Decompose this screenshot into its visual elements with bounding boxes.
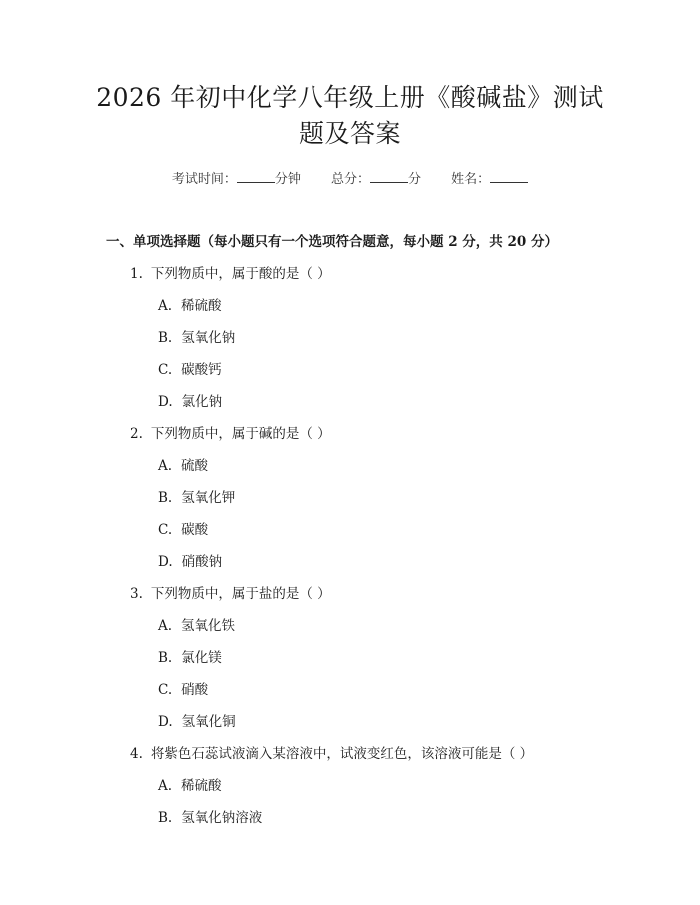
option-text: 氢氧化钠 <box>181 330 236 346</box>
option-text: 碳酸 <box>181 522 209 538</box>
total-score-blank <box>370 171 408 183</box>
title-line-1: 2026 年初中化学八年级上册《酸碱盐》测试 <box>96 83 604 112</box>
option-text: 氯化钠 <box>181 394 223 410</box>
option-text: 硫酸 <box>181 458 209 474</box>
question-number: 4. <box>130 746 143 762</box>
question-4 <box>130 742 533 762</box>
option-2c <box>158 518 208 538</box>
option-letter: A. <box>158 458 173 474</box>
student-name-label: 姓名： <box>451 172 491 187</box>
option-1b <box>158 326 235 346</box>
question-text: 将紫色石蕊试液滴入某溶液中，试液变红色，该溶液可能是（ ） <box>150 746 534 762</box>
section-heading: 一、单项选择题（每小题只有一个选项符合题意，每小题 2 分，共 20 分） <box>106 234 558 250</box>
student-name <box>451 172 528 187</box>
option-1a <box>158 294 222 314</box>
option-letter: A. <box>158 298 173 314</box>
exam-time <box>172 172 301 187</box>
option-text: 硝酸钠 <box>181 554 223 570</box>
question-2 <box>130 422 331 442</box>
option-letter: D. <box>158 714 173 730</box>
option-text: 碳酸钙 <box>181 362 222 378</box>
total-score <box>331 172 421 187</box>
total-score-unit: 分 <box>408 172 422 187</box>
option-3c <box>158 678 208 698</box>
question-number: 1. <box>130 266 143 282</box>
option-letter: D. <box>158 394 173 410</box>
option-text: 氢氧化钠溶液 <box>181 810 263 826</box>
total-score-label: 总分： <box>330 172 370 187</box>
option-text: 硝酸 <box>181 682 209 698</box>
option-letter: D. <box>158 554 173 570</box>
option-2d <box>158 550 222 570</box>
question-number: 2. <box>130 426 143 442</box>
question-1 <box>130 262 331 282</box>
option-letter: B. <box>158 810 173 826</box>
option-4b <box>158 806 262 826</box>
option-4a <box>158 774 222 794</box>
option-1d <box>158 390 222 410</box>
exam-time-label: 考试时间： <box>171 172 237 187</box>
exam-time-blank <box>237 171 275 183</box>
option-3b <box>158 646 222 666</box>
option-letter: C. <box>158 682 173 698</box>
option-letter: C. <box>158 522 173 538</box>
option-letter: B. <box>158 330 173 346</box>
question-3 <box>130 582 331 602</box>
student-name-blank <box>490 171 528 183</box>
option-text: 稀硫酸 <box>181 298 222 314</box>
option-text: 氢氧化铜 <box>181 714 236 730</box>
option-text: 氢氧化铁 <box>181 618 236 634</box>
option-3d <box>158 710 236 730</box>
exam-meta <box>0 168 700 187</box>
document-title <box>60 80 640 152</box>
option-letter: A. <box>158 778 173 794</box>
option-letter: C. <box>158 362 173 378</box>
question-text: 下列物质中，属于碱的是（ ） <box>150 426 331 442</box>
option-2b <box>158 486 235 506</box>
option-3a <box>158 614 235 634</box>
title-line-2: 题及答案 <box>298 119 401 148</box>
option-letter: B. <box>158 650 173 666</box>
option-letter: B. <box>158 490 173 506</box>
option-text: 氯化镁 <box>181 650 222 666</box>
exam-time-unit: 分钟 <box>274 172 301 187</box>
question-text: 下列物质中，属于盐的是（ ） <box>150 586 331 602</box>
option-text: 氢氧化钾 <box>181 490 236 506</box>
option-text: 稀硫酸 <box>181 778 222 794</box>
option-1c <box>158 358 222 378</box>
question-text: 下列物质中，属于酸的是（ ） <box>150 266 331 282</box>
option-letter: A. <box>158 618 173 634</box>
question-number: 3. <box>130 586 143 602</box>
option-2a <box>158 454 208 474</box>
